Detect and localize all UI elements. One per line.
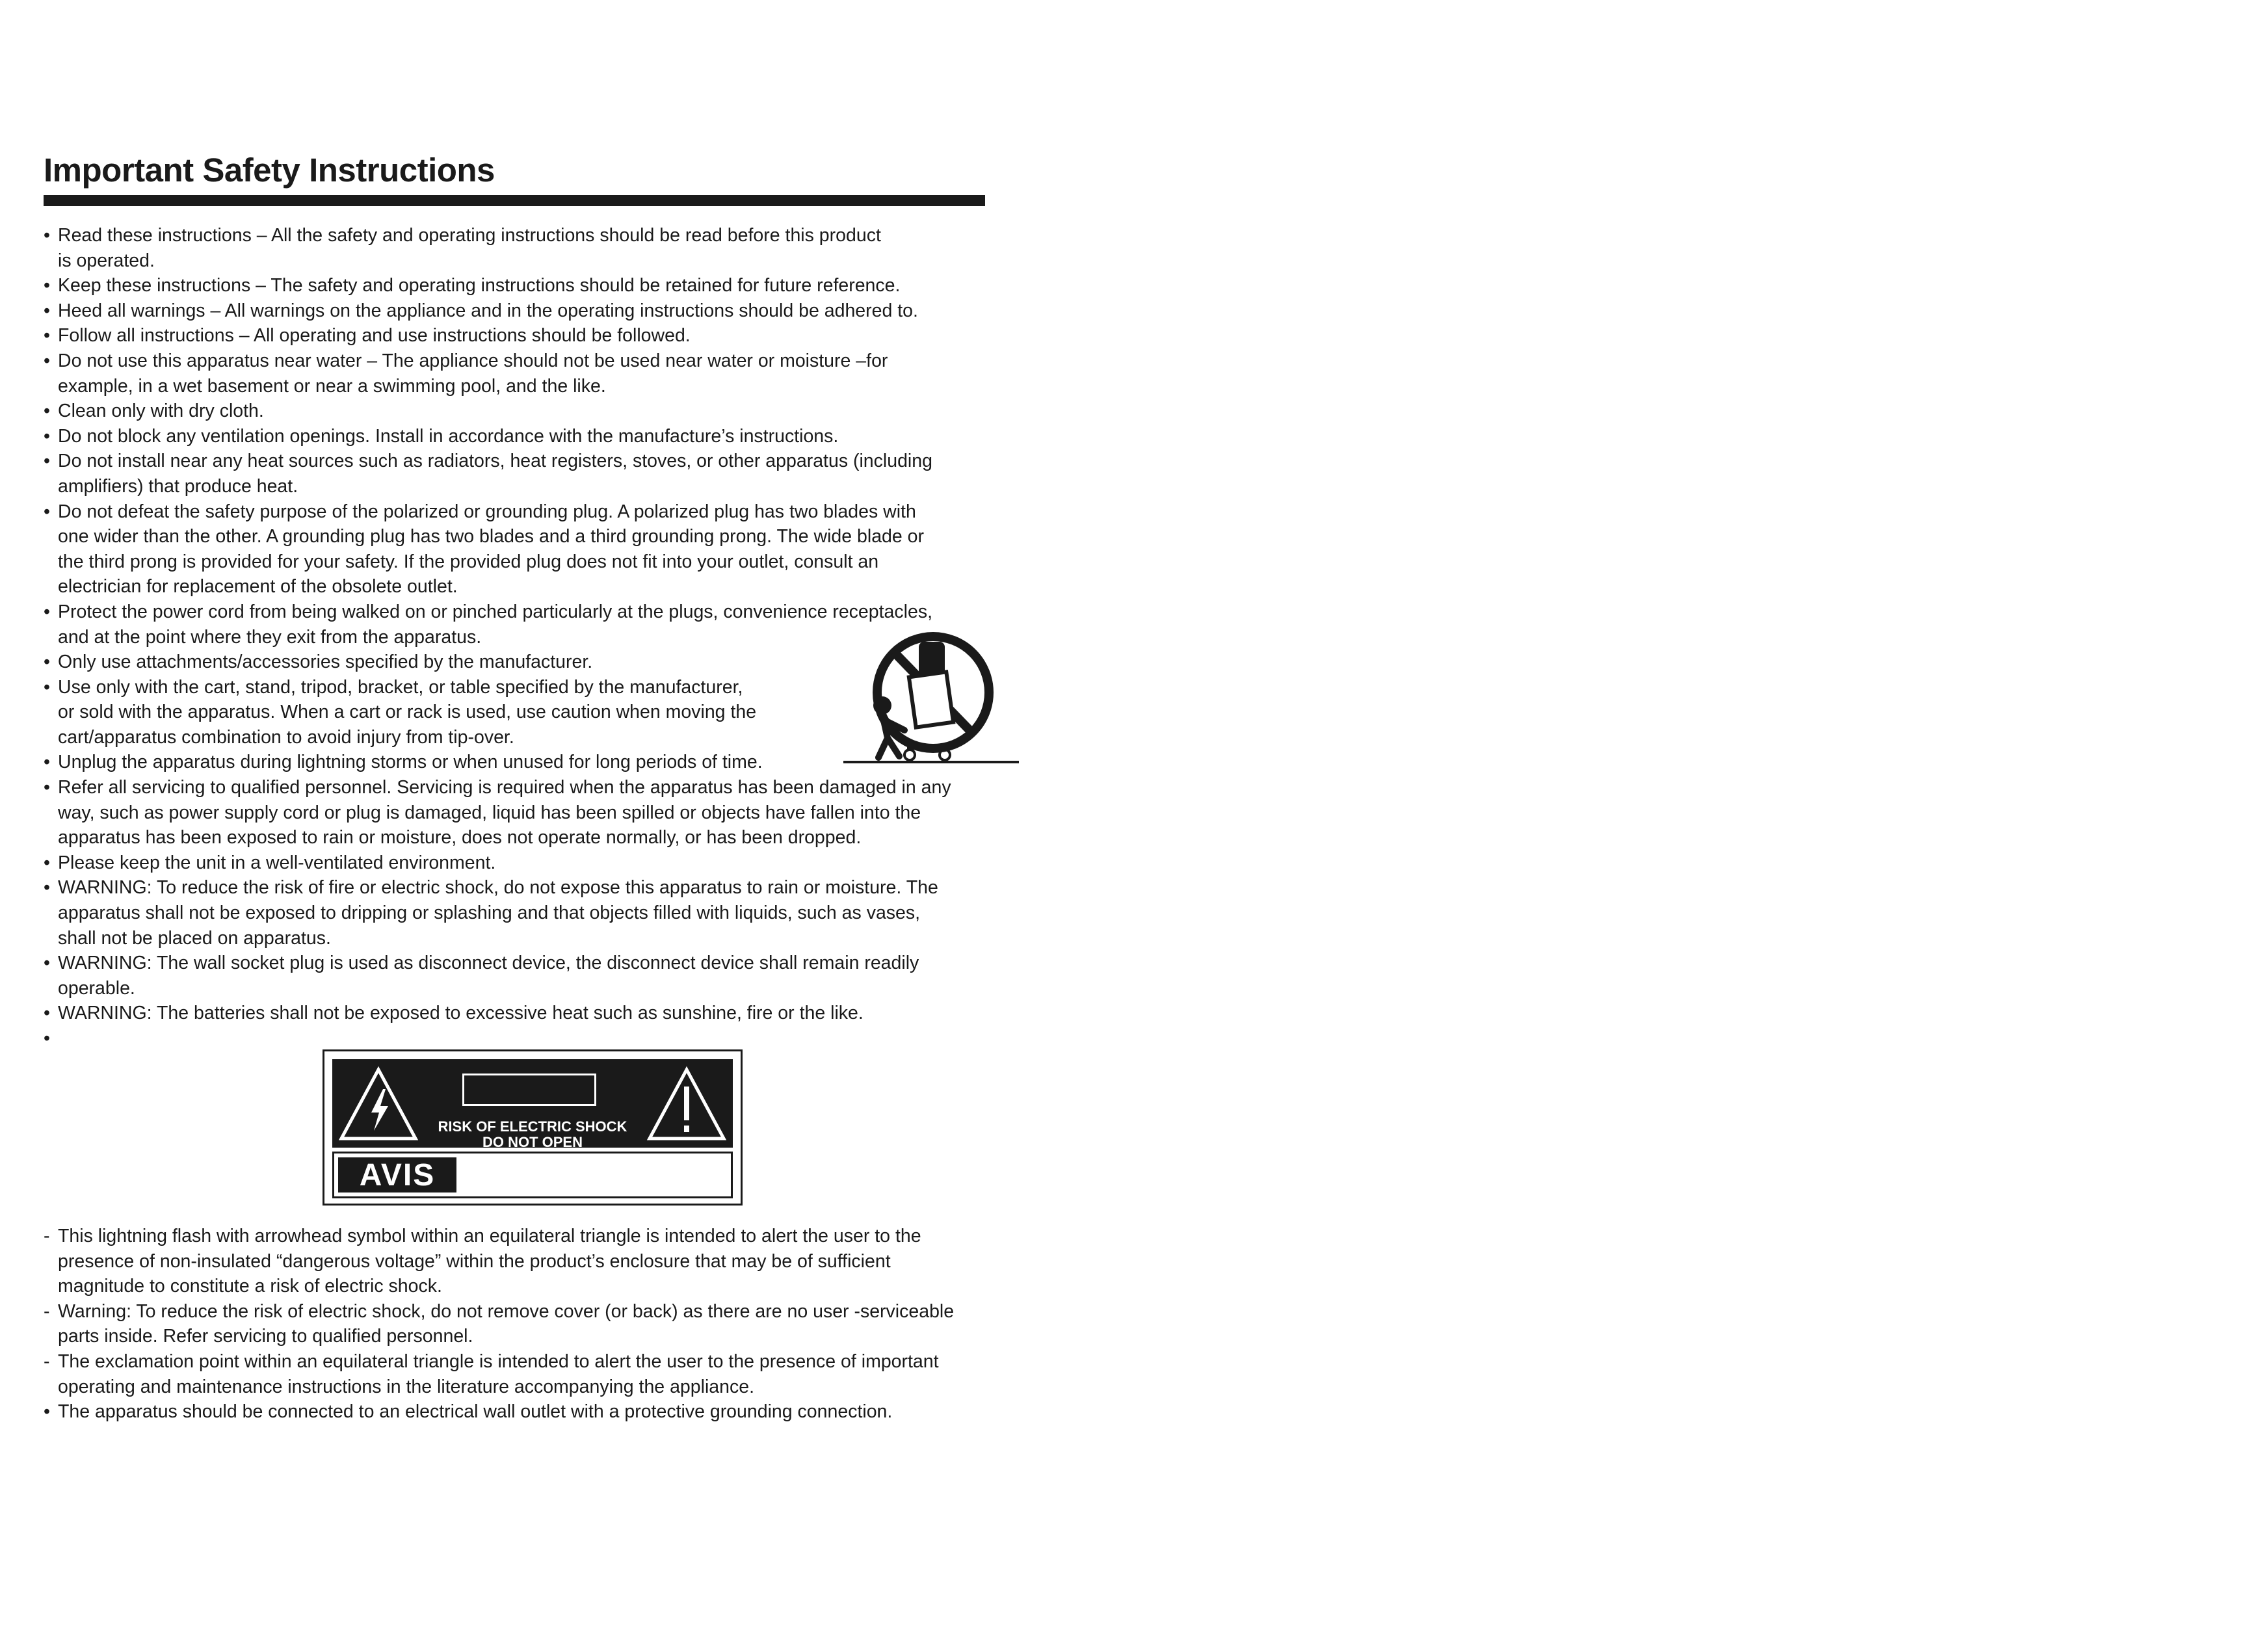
cart-tip-over-warning-icon xyxy=(842,627,1024,764)
bullet-marker: • xyxy=(44,451,50,472)
text-line: Do not block any ventilation openings. Install in accordance with the manufacture’s instructions. xyxy=(58,425,839,447)
text-line: the third prong is provided for your safety. If the provided plug does not fit into your outlet, consult an xyxy=(58,551,879,572)
bullet-marker: • xyxy=(44,275,50,296)
text-line: Warning: To reduce the risk of electric shock, do not remove cover (or back) as there are no user -serviceable xyxy=(58,1300,955,1322)
symbol-note-item xyxy=(44,1224,993,1299)
bullet-marker: - xyxy=(44,1300,50,1322)
text-line: Read these instructions – All the safety and operating instructions should be read before this product xyxy=(58,225,881,246)
text-line: Do not install near any heat sources such as radiators, heat registers, stoves, or other apparatus (including xyxy=(58,451,932,472)
text-line: Do not use this apparatus near water – The appliance should not be used near water or moisture –for xyxy=(58,350,888,371)
text-line: apparatus has been exposed to rain or moisture, does not operate normally, or has been dropped. xyxy=(58,827,862,849)
text-line: Refer all servicing to qualified personnel. Servicing is required when the apparatus has been damaged in any xyxy=(58,777,951,798)
bullet-marker: • xyxy=(44,1028,50,1049)
bullet-marker: - xyxy=(44,1351,50,1372)
text-line: amplifiers) that produce heat. xyxy=(58,475,298,497)
instruction-item xyxy=(44,1001,993,1026)
text-line: or sold with the apparatus. When a cart or rack is used, use caution when moving the xyxy=(58,702,757,723)
shock-warning-label xyxy=(323,1049,743,1206)
text-line: The apparatus should be connected to an electrical wall outlet with a protective grounding connection. xyxy=(58,1401,893,1423)
text-line: Follow all instructions – All operating and use instructions should be followed. xyxy=(58,325,691,347)
instruction-item xyxy=(44,775,993,850)
text-line: Heed all warnings – All warnings on the appliance and in the operating instructions should be adhered to. xyxy=(58,300,918,321)
bullet-marker: • xyxy=(44,225,50,246)
bullet-marker: • xyxy=(44,401,50,422)
text-line: Use only with the cart, stand, tripod, bracket, or table specified by the manufacturer, xyxy=(58,676,743,698)
instruction-item xyxy=(44,875,993,951)
text-line: This lightning flash with arrowhead symbol within an equilateral triangle is intended to alert the user to the xyxy=(58,1226,921,1246)
instruction-item xyxy=(44,349,993,399)
bullet-marker: • xyxy=(44,877,50,899)
bullet-marker: • xyxy=(44,777,50,798)
text-line: Clean only with dry cloth. xyxy=(58,401,264,422)
text-line: WARNING: The wall socket plug is used as disconnect device, the disconnect device shall remain readily xyxy=(58,953,919,974)
text-line: one wider than the other. A grounding plug has two blades and a third grounding prong. The wide blade or xyxy=(58,526,925,547)
text-line: WARNING: The batteries shall not be exposed to excessive heat such as sunshine, fire or the like. xyxy=(58,1003,864,1024)
symbol-notes-list xyxy=(44,1224,993,1425)
warning-label-header xyxy=(332,1059,733,1148)
text-line: way, such as power supply cord or plug is damaged, liquid has been spilled or objects have fallen into the xyxy=(58,802,921,823)
symbol-note-item xyxy=(44,1299,993,1349)
text-line: Do not defeat the safety purpose of the polarized or grounding plug. A polarized plug has two blades with xyxy=(58,501,916,522)
bullet-marker: • xyxy=(44,350,50,371)
warning-label-line1: RISK OF ELECTRIC SHOCK xyxy=(438,1118,627,1135)
text-line: presence of non-insulated “dangerous voltage” within the product’s enclosure that may be of sufficient xyxy=(58,1250,891,1272)
text-line: apparatus shall not be exposed to dripping or splashing and that objects filled with liquids, such as vases, xyxy=(58,903,921,924)
bullet-marker: • xyxy=(44,676,50,698)
title-underline xyxy=(44,195,985,206)
text-line: Protect the power cord from being walked on or pinched particularly at the plugs, convenience receptacles, xyxy=(58,601,932,622)
bullet-marker: • xyxy=(44,1401,50,1423)
bullet-marker: • xyxy=(44,501,50,522)
page-title: Important Safety Instructions xyxy=(44,152,495,189)
instruction-item xyxy=(44,424,993,449)
text-line: parts inside. Refer servicing to qualified personnel. xyxy=(58,1326,473,1347)
text-line: The exclamation point within an equilateral triangle is intended to alert the user to the presence of important xyxy=(58,1351,939,1372)
text-line: is operated. xyxy=(58,250,155,271)
instruction-item xyxy=(44,449,993,499)
text-line: cart/apparatus combination to avoid injury from tip-over. xyxy=(58,726,514,748)
text-line: example, in a wet basement or near a swimming pool, and the like. xyxy=(58,375,606,397)
avis-label: AVIS xyxy=(338,1157,456,1192)
text-line: Please keep the unit in a well-ventilated environment. xyxy=(58,852,496,873)
instruction-item xyxy=(44,223,993,273)
bullet-marker: • xyxy=(44,652,50,673)
instruction-item xyxy=(44,298,993,324)
text-line: Keep these instructions – The safety and operating instructions should be retained for future reference. xyxy=(58,275,901,296)
text-line: electrician for replacement of the obsolete outlet. xyxy=(58,576,458,598)
instruction-item xyxy=(44,1026,993,1051)
bullet-marker: • xyxy=(44,425,50,447)
text-line: operable. xyxy=(58,977,135,999)
bullet-marker: • xyxy=(44,852,50,873)
bullet-marker: • xyxy=(44,1003,50,1024)
text-line xyxy=(58,1026,993,1051)
bullet-marker: • xyxy=(44,752,50,773)
instruction-item xyxy=(44,951,993,1001)
bullet-marker: - xyxy=(44,1226,50,1246)
text-line: shall not be placed on apparatus. xyxy=(58,927,331,949)
bullet-marker: • xyxy=(44,953,50,974)
instruction-item xyxy=(44,399,993,424)
text-line: operating and maintenance instructions in the literature accompanying the appliance. xyxy=(58,1376,755,1397)
instruction-item xyxy=(44,850,993,876)
warning-label-footer xyxy=(332,1152,733,1198)
warning-label-blank-box xyxy=(462,1074,596,1106)
exclamation-triangle-icon xyxy=(646,1066,728,1142)
instruction-item xyxy=(44,323,993,349)
text-line: WARNING: To reduce the risk of fire or electric shock, do not expose this apparatus to rain or moisture. The xyxy=(58,877,938,899)
bullet-marker: • xyxy=(44,601,50,622)
text-line: Only use attachments/accessories specified by the manufacturer. xyxy=(58,652,593,673)
text-line: and at the point where they exit from the apparatus. xyxy=(58,626,482,648)
bullet-marker: • xyxy=(44,325,50,347)
instruction-item xyxy=(44,273,993,298)
instruction-item xyxy=(44,499,993,600)
bullet-marker: • xyxy=(44,300,50,321)
warning-label-line2: DO NOT OPEN xyxy=(482,1134,583,1150)
text-line: Unplug the apparatus during lightning storms or when unused for long periods of time. xyxy=(58,752,763,773)
text-line: magnitude to constitute a risk of electric shock. xyxy=(58,1276,442,1297)
symbol-note-item xyxy=(44,1399,993,1425)
symbol-note-item xyxy=(44,1349,993,1399)
